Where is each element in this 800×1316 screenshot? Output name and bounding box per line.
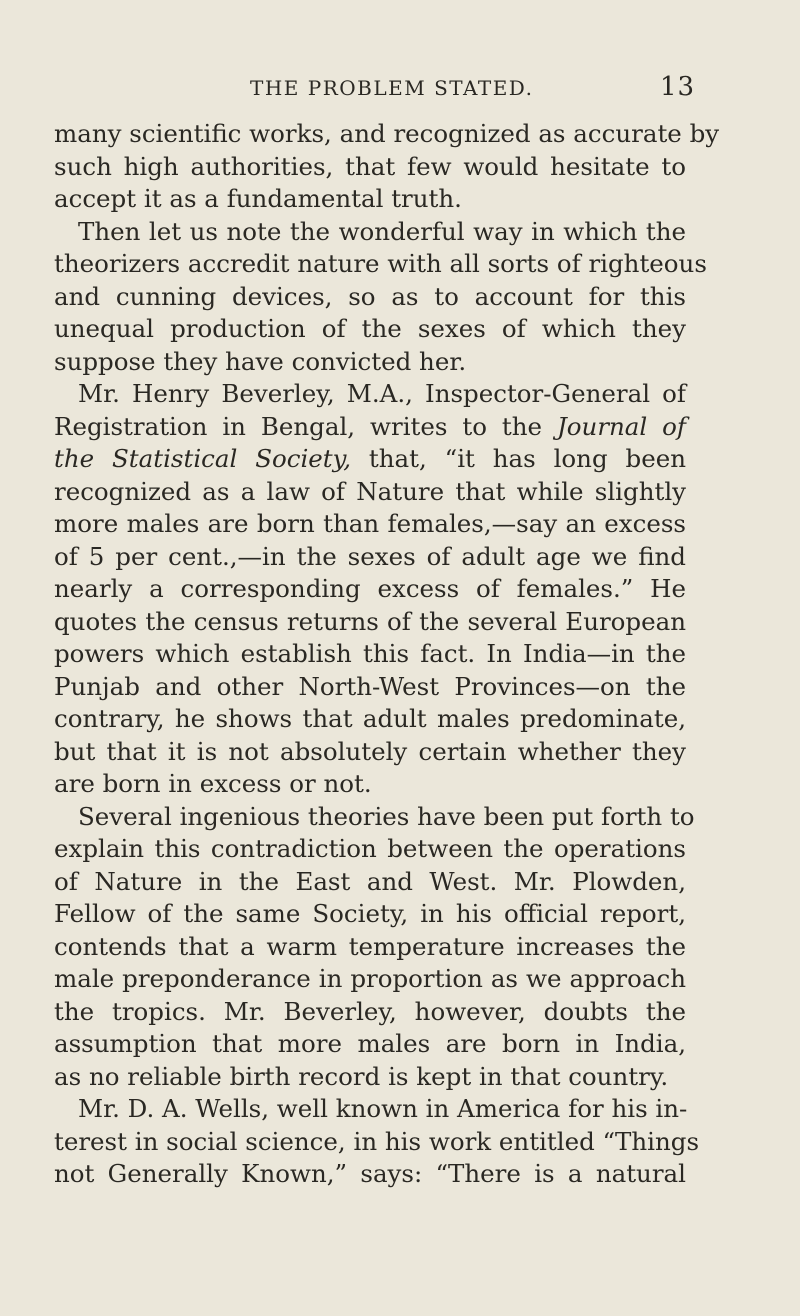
text-line: of 5 per cent.,—in the sexes of adult age we find (54, 541, 686, 571)
text-line: not Generally Known,” says: “There is a natural (54, 1159, 686, 1188)
text-segment: that, “it has long been (368, 444, 686, 473)
text-line: male preponderance in proportion as we approach (54, 964, 686, 993)
text-line: terest in social science, in his work entitled “Things (54, 1126, 700, 1156)
text-line: are born in excess or not. (54, 769, 372, 798)
text-line: theorizers accredit nature with all sorts of righteous (54, 249, 707, 278)
text-line: Several ingenious theories have been put forth to (78, 801, 695, 831)
page-number: 13 (660, 72, 696, 102)
journal-title-italic: the Statistical Society, (54, 444, 352, 473)
text-line: and cunning devices, so as to account for this (54, 281, 686, 311)
text-line: suppose they have convicted her. (54, 346, 467, 376)
text-segment: Registration in Bengal, writes to the (54, 411, 543, 441)
text-line: such high authorities, that few would hesitate to (54, 151, 686, 181)
text-line: recognized as a law of Nature that while slightly (54, 476, 686, 506)
journal-title-italic: Journal of (556, 411, 686, 441)
text-line: but that it is not absolutely certain whether they (54, 736, 686, 766)
text-line: contrary, he shows that adult males predominate, (54, 704, 686, 733)
text-line: powers which establish this fact. In India—in the (54, 639, 686, 668)
text-line: nearly a corresponding excess of females.” He (54, 574, 686, 603)
text-line: quotes the census returns of the several European (54, 606, 686, 636)
text-line: accept it as a fundamental truth. (54, 184, 462, 213)
text-line: Mr. Henry Beverley, M.A., Inspector-General of (78, 379, 686, 408)
text-line: Then let us note the wonderful way in which the (78, 216, 686, 246)
text-line: Fellow of the same Society, in his official report, (54, 899, 686, 928)
text-line: more males are born than females,—say an excess (54, 509, 686, 538)
text-line (54, 411, 686, 444)
text-line: explain this contradiction between the operations (54, 834, 686, 863)
text-line: Punjab and other North-West Provinces—on the (54, 671, 686, 701)
text-line: assumption that more males are born in India, (54, 1029, 686, 1058)
text-line: contends that a warm temperature increases the (54, 931, 686, 961)
running-head (0, 72, 800, 106)
text-line: as no reliable birth record is kept in that country. (54, 1061, 669, 1091)
body-text (54, 118, 720, 1191)
text-line: the tropics. Mr. Beverley, however, doubts the (54, 996, 686, 1026)
text-line: many scientific works, and recognized as accurate by (54, 119, 720, 148)
text-line (54, 443, 686, 476)
text-line: Mr. D. A. Wells, well known in America for his in- (78, 1094, 688, 1123)
running-title: THE PROBLEM STATED. (250, 76, 534, 100)
text-line: of Nature in the East and West. Mr. Plowden, (54, 866, 686, 896)
text-line: unequal production of the sexes of which they (54, 314, 686, 343)
